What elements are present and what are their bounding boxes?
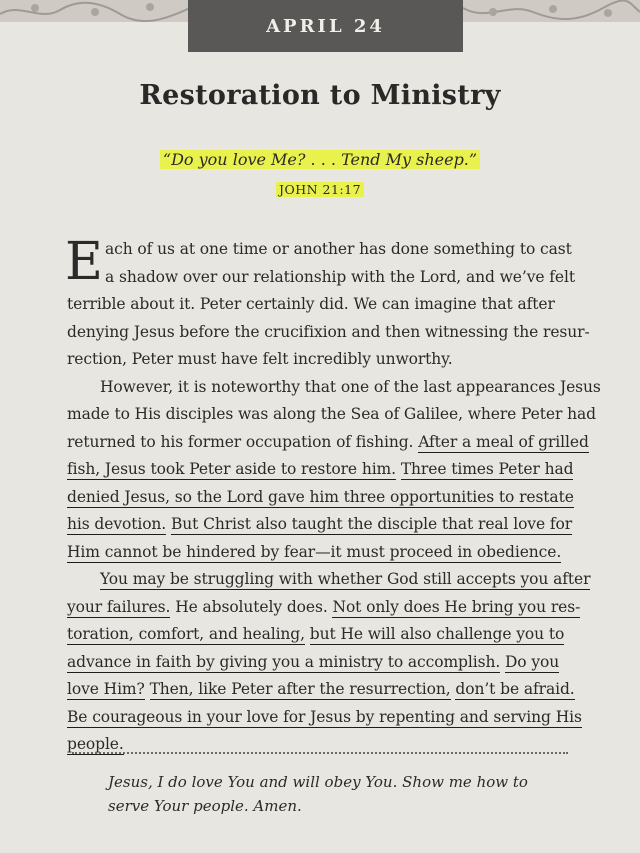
underlined-text: your failures. xyxy=(67,597,171,616)
page-title: Restoration to Ministry xyxy=(139,80,501,111)
text-line xyxy=(67,704,582,732)
underlined-text: But Christ also taught the disciple that real love for xyxy=(170,515,573,533)
scripture-reference-text: JOHN 21:17 xyxy=(276,182,364,197)
underlined-text: Three times Peter had xyxy=(400,460,574,478)
closing-prayer xyxy=(108,770,578,818)
underlined-text: Not only does He bring you res- xyxy=(332,597,581,616)
dotted-divider xyxy=(72,752,568,754)
text-line: However, it is noteworthy that one of the last appearances Jesus xyxy=(100,377,601,396)
text-line xyxy=(67,731,579,759)
drop-cap: E xyxy=(65,232,103,292)
scripture-reference xyxy=(0,182,640,197)
underlined-text: denied Jesus, so the Lord gave him three opportunities to restate xyxy=(67,487,574,506)
text-line xyxy=(67,621,579,649)
underlined-text: After a meal of grilled xyxy=(418,432,589,451)
underlined-text: You may be struggling with whether God still accepts you after xyxy=(100,570,591,588)
underlined-text: fish, Jesus took Peter aside to restore him. xyxy=(67,460,396,478)
text-line xyxy=(67,676,579,704)
text-line xyxy=(67,539,579,567)
text-line: rection, Peter must have felt incredibly unworthy. xyxy=(67,350,453,368)
underlined-text: Do you xyxy=(504,652,560,671)
prayer-line: serve Your people. Amen. xyxy=(108,797,302,815)
underlined-text: his devotion. xyxy=(67,515,167,533)
underlined-text: advance in faith by giving you a ministry to accomplish. xyxy=(67,652,501,671)
date-header xyxy=(188,0,463,52)
text-line: your failures. He absolutely does. Not only does He bring you res- xyxy=(67,597,581,616)
text-line xyxy=(67,511,579,539)
text-line: ach of us at one time or another has done something to cast xyxy=(105,240,572,258)
underlined-text: toration, comfort, and healing, xyxy=(67,625,305,643)
prayer-line: Jesus, I do love You and will obey You. Show me how to xyxy=(108,773,528,791)
underlined-text: Him cannot be hindered by fear—it must proceed in obedience. xyxy=(67,542,562,561)
scripture-quote-text: “Do you love Me? . . . Tend My sheep.” xyxy=(160,150,480,169)
scripture-quote xyxy=(0,150,640,169)
text-line: denying Jesus before the crucifixion and then witnessing the resur- xyxy=(67,322,590,341)
floral-ornament-right xyxy=(463,0,640,22)
text-line xyxy=(67,484,579,512)
underlined-text: Then, like Peter after the resurrection, xyxy=(149,680,451,698)
text-line: terrible about it. Peter certainly did. We can imagine that after xyxy=(67,295,555,313)
underlined-text: Be courageous in your love for Jesus by repenting and serving His xyxy=(67,707,582,726)
devotional-text xyxy=(65,232,601,759)
text-line: a shadow over our relationship with the Lord, and we’ve felt xyxy=(105,267,575,286)
floral-ornament-left xyxy=(0,0,190,22)
underlined-text: people. xyxy=(67,735,124,753)
underlined-text: but He will also challenge you to xyxy=(309,625,565,643)
underlined-text: love Him? xyxy=(67,680,145,698)
text-line xyxy=(67,566,591,594)
text-line xyxy=(67,456,579,484)
text-line: returned to his former occupation of fishing. After a meal of grilled xyxy=(67,432,589,451)
underlined-text: don’t be afraid. xyxy=(455,680,575,698)
text-line xyxy=(67,649,579,677)
date-label: APRIL 24 xyxy=(266,15,385,37)
text-line: made to His disciples was along the Sea of Galilee, where Peter had xyxy=(67,405,596,423)
